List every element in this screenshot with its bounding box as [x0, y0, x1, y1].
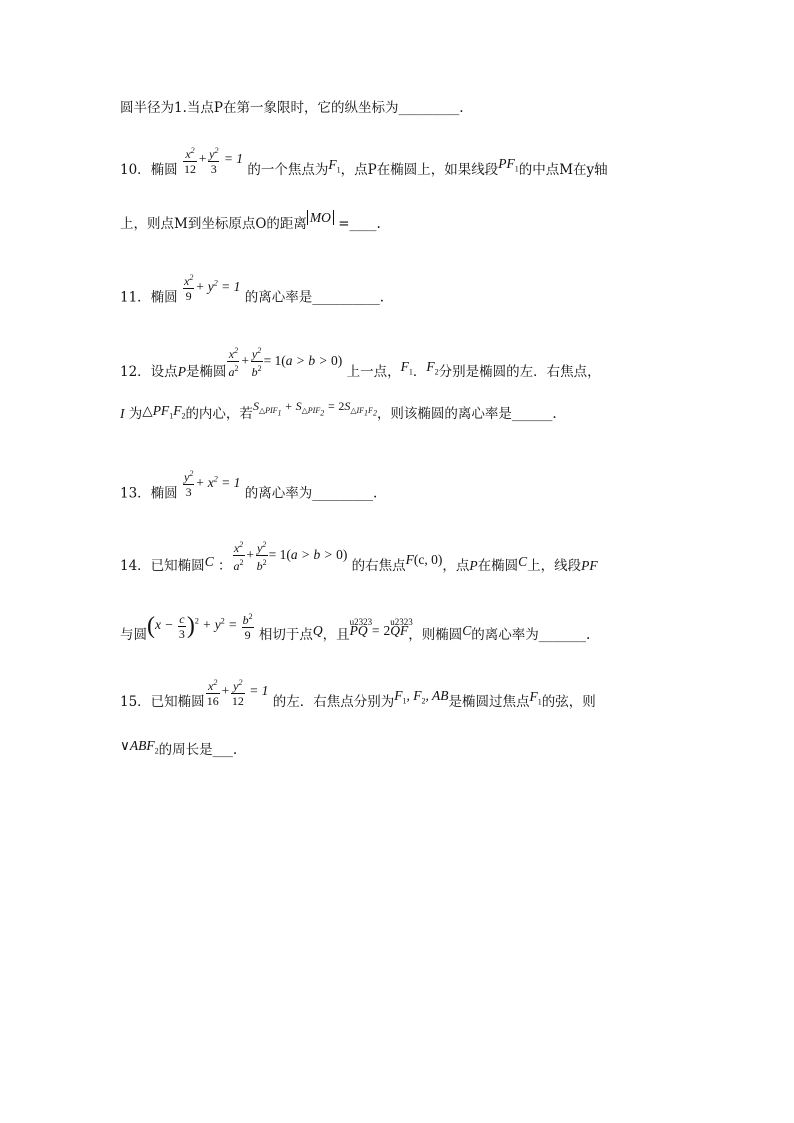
- question-14: 14．已知椭圆C ： $\frac{x^2}{a^2}$ + $\frac{y^2}{b^2}$ = 1(a > b > 0) 的右焦点F(c, 0)，点P在椭圆C上，线段PF: [120, 540, 598, 574]
- question-text: ，则该椭圆的离心率是______.: [376, 406, 557, 422]
- formula-pq-2qf: u2323 PQ = 2u2323 QF: [350, 623, 409, 638]
- formula-y2-3: $\frac{y^2}{3}$: [183, 469, 194, 499]
- question-13: 13．椭圆 $\frac{y^2}{3}$ + $x^2 = 1$ 的离心率为_________.: [120, 469, 378, 502]
- question-number: 12．设点: [120, 364, 178, 380]
- formula-y2-b2: $\frac{y^2}{b^2}$: [256, 540, 267, 573]
- question-10-cont: [120, 210, 381, 234]
- formula-y2-b2: $\frac{y^2}{b^2}$: [251, 346, 262, 379]
- question-text: 在椭圆: [477, 558, 519, 574]
- question-number: 11．椭圆: [120, 289, 178, 306]
- question-text: 是椭圆: [185, 364, 227, 380]
- question-text: =____.: [338, 216, 381, 232]
- formula-p: P: [469, 558, 478, 573]
- question-text: 的弦，则: [541, 694, 596, 710]
- formula-area-relation: $S_{\triangle PIF_1} + S_{\triangle PIF_2} = 2S_{\triangle IF_1F_2}$: [252, 399, 377, 418]
- question-text: 的内心，若: [185, 406, 253, 422]
- question-text: 的一个焦点为: [247, 162, 329, 178]
- formula-f1: $F_1$: [400, 359, 413, 377]
- question-text: 的中点M在y轴: [518, 162, 608, 178]
- question-text: 的离心率是__________.: [244, 289, 385, 306]
- question-text: 上，线段: [527, 558, 582, 574]
- formula-triangle-abf2: $\vee ABF_2$: [120, 738, 159, 756]
- question-11: 11．椭圆 $\frac{x^2}{9}$ + $y^2 = 1$ 的离心率是__________.: [120, 273, 385, 306]
- question-text: 相切于点: [258, 627, 313, 644]
- question-text: 的左．右焦点分别为: [272, 694, 395, 710]
- formula-c: C: [204, 554, 214, 569]
- question-12: 12．设点P是椭圆 $\frac{x^2}{a^2}$ + $\frac{y^2}{b^2}$ = 1(a > b > 0) 上一点，$F_1$．$F_2$分别是椭圆的左．右焦点，: [120, 346, 601, 380]
- question-text: 为: [128, 406, 143, 422]
- question-text: 分别是椭圆的左．右焦点，: [438, 364, 601, 380]
- question-text: 与圆: [120, 627, 147, 644]
- formula-x2-9: $\frac{x^2}{9}$: [183, 273, 194, 303]
- question-text: 是椭圆过焦点: [448, 694, 530, 710]
- formula-f2: $F_2$: [426, 359, 439, 377]
- question-text: ，点: [442, 558, 470, 574]
- formula-f1: $F_1$: [328, 157, 341, 175]
- question-text: ：: [218, 558, 232, 574]
- formula-y2-3: $\frac{y^2}{3}$: [209, 145, 219, 176]
- formula-f1f2ab: $F_1$, $F_2$, AB: [394, 688, 449, 706]
- question-number: 13．椭圆: [120, 485, 178, 502]
- formula-x2-12: $\frac{x^2}{12}$: [183, 145, 196, 176]
- question-10: 10．椭圆 $\frac{x^2}{12}$ + $\frac{y^2}{3}$ = 1 的一个焦点为$F_1$，点P在椭圆上，如果线段$PF_1$的中点M在y轴: [120, 145, 608, 178]
- formula-y2-12: $\frac{y^2}{12}$: [231, 677, 244, 708]
- question-text: ，点P在椭圆上，如果线段: [340, 162, 499, 178]
- formula-x2-16: $\frac{x^2}{16}$: [206, 677, 219, 708]
- question-15: 15．已知椭圆 $\frac{x^2}{16}$ + $\frac{y^2}{12}$ = 1 的左．右焦点分别为$F_1$, $F_2$, AB是椭圆过焦点$F_1$的弦，则: [120, 677, 596, 710]
- formula-abs-mo: MO: [307, 210, 334, 225]
- question-text: 的离心率为_______.: [471, 627, 591, 644]
- question-12-cont: [120, 399, 557, 432]
- question-15-cont: [120, 740, 237, 766]
- question-text: 的右焦点: [351, 558, 406, 574]
- question-text: 的离心率为_________.: [244, 485, 378, 502]
- formula-x2-a2: $\frac{x^2}{a^2}$: [228, 346, 239, 379]
- formula-i: I: [120, 406, 125, 421]
- question-text: ，则椭圆: [408, 627, 463, 644]
- question-9-tail: [120, 98, 464, 118]
- formula-c: C: [462, 623, 472, 639]
- formula-q: Q: [312, 623, 323, 639]
- question-number: 10．椭圆: [120, 162, 178, 178]
- formula-pf1: $PF_1$: [498, 156, 519, 174]
- formula-triangle-pf1f2: $\triangle PF_1F_2$: [142, 403, 186, 421]
- question-text: ，且: [322, 627, 350, 644]
- formula-c: C: [518, 554, 528, 569]
- question-text: 上，则点M到坐标原点O的距离: [120, 216, 307, 232]
- formula-circle: (x − $\frac{c}{3}$ )$^2 + y^2$ = $\frac{b^2}{9}$: [147, 611, 253, 642]
- question-text: 的周长是___.: [158, 742, 238, 758]
- formula-pf: PF: [581, 558, 598, 573]
- question-number: 14．已知椭圆: [120, 558, 205, 574]
- formula-fc0: F(c, 0): [405, 552, 443, 567]
- question-text: 上一点，: [346, 364, 401, 380]
- question-text: 圆半径为1.当点P在第一象限时，它的纵坐标为_________.: [120, 100, 464, 116]
- question-number: 15．已知椭圆: [120, 694, 205, 710]
- formula-f1: $F_1$: [529, 689, 542, 707]
- question-14-cont: [120, 611, 591, 652]
- question-text: ．: [412, 364, 427, 380]
- formula-x2-a2: $\frac{x^2}{a^2}$: [233, 540, 244, 573]
- formula-p: P: [177, 364, 186, 379]
